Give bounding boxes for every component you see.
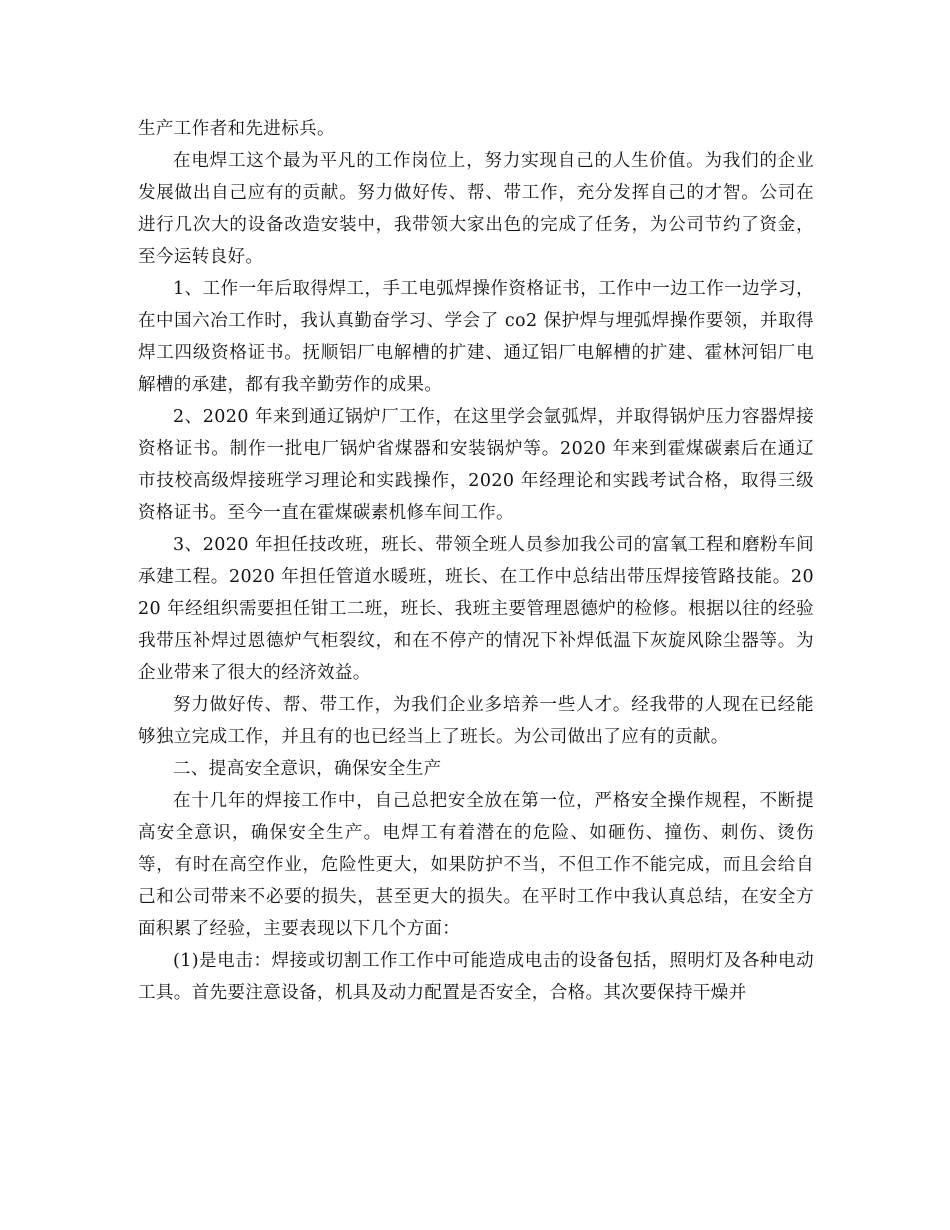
paragraph-training: 努力做好传、帮、带工作，为我们企业多培养一些人才。经我带的人现在已经能够独立完成工作，并且有的也已经当上了班长。为公司做出了应有的贡献。 xyxy=(138,695,814,747)
document-body xyxy=(138,113,814,1009)
paragraph-safety: 在十几年的焊接工作中，自己总把安全放在第一位，严格安全操作规程，不断提高安全意识，确保安全生产。电焊工有着潜在的危险、如砸伤、撞伤、刺伤、烫伤等，有时在高空作业，危险性更大，如果防护不当，不但工作不能完成，而且会给自己和公司带来不必要的损失，甚至更大的损失。在平时工作中我认真总结，在安全方面积累了经验，主要表现以下几个方面： xyxy=(138,791,814,939)
section-heading-safety: 二、提高安全意识，确保安全生产 xyxy=(173,759,442,779)
paragraph-continuation: 生产工作者和先进标兵。 xyxy=(138,119,335,139)
paragraph-item-1: 1、工作一年后取得焊工，手工电弧焊操作资格证书，工作中一边工作一边学习，在中国六冶工作时，我认真勤奋学习、学会了 co2 保护焊与埋弧焊操作要领，并取得焊工四级资格证书。抚顺铝厂电解槽的扩建、通辽铝厂电解槽的扩建、霍林河铝厂电解槽的承建，都有我辛勤劳作的成果。 xyxy=(138,279,814,395)
paragraph-job-value: 在电焊工这个最为平凡的工作岗位上，努力实现自己的人生价值。为我们的企业发展做出自己应有的贡献。努力做好传、帮、带工作，充分发挥自己的才智。公司在进行几次大的设备改造安装中，我带领大家出色的完成了任务，为公司节约了资金，至今运转良好。 xyxy=(138,151,814,267)
paragraph-item-2: 2、2020 年来到通辽锅炉厂工作，在这里学会氩弧焊，并取得锅炉压力容器焊接资格证书。制作一批电厂锅炉省煤器和安装锅炉等。2020 年来到霍煤碳素后在通辽市技校高级焊接班学习理论和实践操作，2020 年经理论和实践考试合格，取得三级资格证书。至今一直在霍煤碳素机修车间工作。 xyxy=(138,407,814,523)
paragraph-item-3: 3、2020 年担任技改班，班长、带领全班人员参加我公司的富氧工程和磨粉车间承建工程。2020 年担任管道水暖班，班长、在工作中总结出带压焊接管路技能。2020 年经组织需要担任钳工二班，班长、我班主要管理恩德炉的检修。根据以往的经验我带压补焊过恩德炉气柜裂纹，和在不停产的情况下补焊低温下灰旋风除尘器等。为企业带来了很大的经济效益。 xyxy=(138,535,814,683)
paragraph-electric-shock: (1)是电击：焊接或切割工作工作中可能造成电击的设备包括，照明灯及各种电动工具。首先要注意设备，机具及动力配置是否安全，合格。其次要保持干燥并 xyxy=(138,951,814,1003)
